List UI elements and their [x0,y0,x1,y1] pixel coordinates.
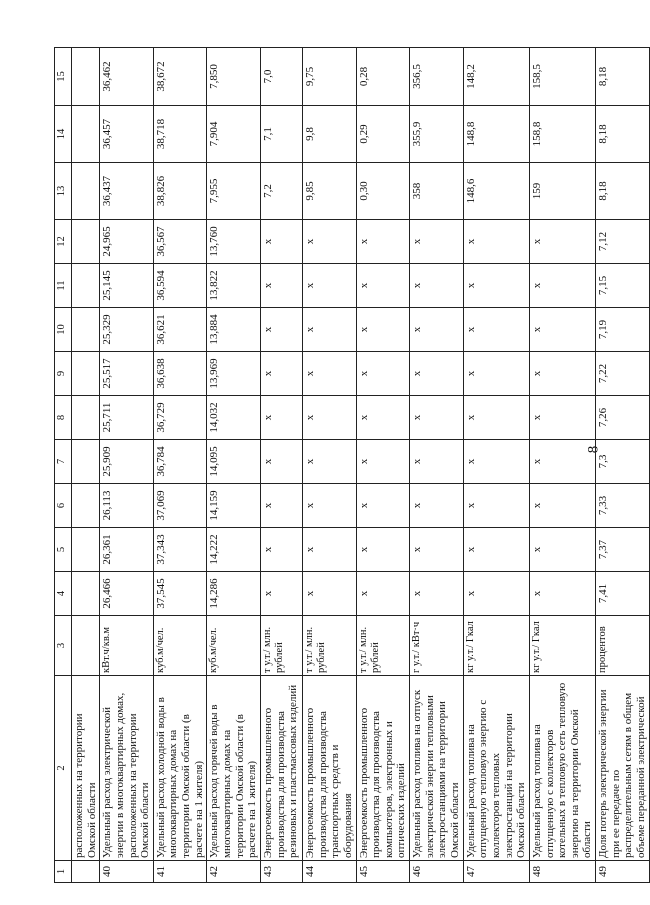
value-cell: 37,343 [153,528,207,572]
column-header: 14 [55,106,72,163]
value-cell: 25,145 [100,264,154,308]
row-number: 48 [529,861,595,883]
row-number: 41 [153,861,207,883]
indicators-table [54,47,650,883]
value-cell: x [529,396,595,440]
value-cell [72,572,100,616]
indicator-name: Удельный расход топлива на отпущенную с коллекторов котельных в тепловую сеть тепловую энергию на территории Омской области [529,676,595,861]
value-cell: x [302,308,356,352]
value-cell [72,484,100,528]
value-cell: 7,37 [596,528,650,572]
value-cell: 26,361 [100,528,154,572]
value-cell: 38,826 [153,163,207,220]
column-header: 7 [55,440,72,484]
value-cell: 148,6 [463,163,529,220]
value-cell: 7,41 [596,572,650,616]
value-cell: x [302,220,356,264]
row-number: 44 [302,861,356,883]
value-cell: x [356,484,410,528]
value-cell: 25,517 [100,352,154,396]
value-cell: x [410,396,464,440]
unit-cell [72,616,100,676]
value-cell: 0,30 [356,163,410,220]
value-cell: 7,12 [596,220,650,264]
unit-cell: кг у.т./ Гкал [529,616,595,676]
indicator-name: Удельный расход горячей воды в многоквартирных домах на территории Омской области (в расчете на 1 жителя) [207,676,261,861]
value-cell: x [463,440,529,484]
value-cell: x [463,264,529,308]
value-cell: 36,437 [100,163,154,220]
unit-cell: т у.т./ млн. рублей [260,616,302,676]
value-cell [72,308,100,352]
indicator-name: Удельный расход топлива на отпущенную тепловую энергию с коллекторов тепловых электростанций на территории Омской области [463,676,529,861]
unit-cell: т у.т./ млн. рублей [302,616,356,676]
indicator-name: Удельный расход холодной воды в многоквартирных домах на территории Омской области (в расчете на 1 жителя) [153,676,207,861]
value-cell [72,106,100,163]
value-cell: x [260,484,302,528]
value-cell: 7,26 [596,396,650,440]
value-cell: x [302,572,356,616]
value-cell: 148,8 [463,106,529,163]
value-cell [72,163,100,220]
value-cell: 36,457 [100,106,154,163]
row-number: 45 [356,861,410,883]
value-cell: 38,718 [153,106,207,163]
value-cell: 38,672 [153,48,207,106]
value-cell: 7,1 [260,106,302,163]
row-number [72,861,100,883]
indicator-name: Энергоемкость промышленного производства для производства компьютеров, электронных и оптических изделий [356,676,410,861]
value-cell: 14,222 [207,528,261,572]
value-cell [72,220,100,264]
value-cell: 13,884 [207,308,261,352]
value-cell: x [302,484,356,528]
row-number: 47 [463,861,529,883]
value-cell: 36,621 [153,308,207,352]
value-cell: x [529,572,595,616]
value-cell: x [410,264,464,308]
value-cell: x [302,440,356,484]
column-header: 10 [55,308,72,352]
value-cell: 0,28 [356,48,410,106]
value-cell: 26,466 [100,572,154,616]
indicator-name: расположенных на территории Омской области [72,676,100,861]
unit-cell: процентов [596,616,650,676]
value-cell: 13,822 [207,264,261,308]
value-cell: 24,965 [100,220,154,264]
table-row [356,48,410,883]
value-cell: x [410,528,464,572]
value-cell: x [260,264,302,308]
value-cell: x [260,396,302,440]
value-cell: x [260,572,302,616]
unit-cell: кВт.ч/кв.м [100,616,154,676]
column-header: 2 [55,676,72,861]
unit-cell: куб.м/чел. [153,616,207,676]
value-cell [72,528,100,572]
value-cell: x [529,352,595,396]
value-cell: x [410,572,464,616]
value-cell: x [260,440,302,484]
unit-cell: кг у.т./ Гкал [463,616,529,676]
value-cell: x [529,484,595,528]
value-cell: 8,18 [596,106,650,163]
row-number: 42 [207,861,261,883]
value-cell: x [260,220,302,264]
rotated-table-frame [54,48,647,883]
row-number: 49 [596,861,650,883]
value-cell: 14,095 [207,440,261,484]
value-cell: x [302,352,356,396]
value-cell: 36,462 [100,48,154,106]
value-cell: x [356,308,410,352]
table-row [207,48,261,883]
header-row [55,48,72,883]
unit-cell: г у.т./ кВт·ч [410,616,464,676]
table-body [72,48,650,883]
value-cell: 7,850 [207,48,261,106]
value-cell: x [260,352,302,396]
value-cell: 7,3 [596,440,650,484]
indicator-name: Доля потерь электрической энергии при ее передаче по распределительным сетям в общем объеме переданной электрической [596,676,650,861]
column-header: 11 [55,264,72,308]
value-cell: 36,729 [153,396,207,440]
indicator-name: Энергоемкость промышленного производства для производства резиновых и пластмассовых изделий [260,676,302,861]
table-row [596,48,650,883]
value-cell: x [463,572,529,616]
value-cell: x [529,440,595,484]
value-cell: 36,594 [153,264,207,308]
column-header: 3 [55,616,72,676]
value-cell [72,264,100,308]
value-cell: x [410,220,464,264]
value-cell: 13,760 [207,220,261,264]
column-header: 6 [55,484,72,528]
row-number: 43 [260,861,302,883]
column-header: 1 [55,861,72,883]
value-cell [72,48,100,106]
value-cell: x [463,396,529,440]
value-cell: 37,069 [153,484,207,528]
table-row [302,48,356,883]
value-cell [72,396,100,440]
value-cell: 9,8 [302,106,356,163]
value-cell: x [463,528,529,572]
value-cell: 25,711 [100,396,154,440]
value-cell: 0,29 [356,106,410,163]
column-header: 12 [55,220,72,264]
value-cell: 7,15 [596,264,650,308]
value-cell: x [302,396,356,440]
value-cell: 7,22 [596,352,650,396]
value-cell: 159 [529,163,595,220]
value-cell: x [410,484,464,528]
value-cell [72,352,100,396]
value-cell: x [463,352,529,396]
value-cell: 14,286 [207,572,261,616]
value-cell: 25,909 [100,440,154,484]
column-header: 15 [55,48,72,106]
value-cell: 9,75 [302,48,356,106]
value-cell: x [356,572,410,616]
indicator-name: Удельный расход топлива на отпуск электрической энергии тепловыми электростанциями на территории Омской области [410,676,464,861]
value-cell: x [463,308,529,352]
value-cell: x [410,440,464,484]
value-cell: x [356,528,410,572]
value-cell: 13,969 [207,352,261,396]
column-header: 4 [55,572,72,616]
table-row [410,48,464,883]
table-row [260,48,302,883]
value-cell: x [529,264,595,308]
value-cell [72,440,100,484]
value-cell: 25,329 [100,308,154,352]
value-cell: x [410,352,464,396]
value-cell: 36,638 [153,352,207,396]
value-cell: 158,8 [529,106,595,163]
value-cell: 7,904 [207,106,261,163]
value-cell: x [356,264,410,308]
column-header: 9 [55,352,72,396]
value-cell: 8,18 [596,163,650,220]
table-row [100,48,154,883]
unit-cell: т у.т./ млн. рублей [356,616,410,676]
value-cell: 356,5 [410,48,464,106]
value-cell: x [260,528,302,572]
value-cell: 158,5 [529,48,595,106]
value-cell: x [356,396,410,440]
value-cell: x [302,528,356,572]
value-cell: 36,567 [153,220,207,264]
value-cell: 7,0 [260,48,302,106]
value-cell: x [356,440,410,484]
value-cell: x [302,264,356,308]
value-cell: 7,2 [260,163,302,220]
value-cell: 355,9 [410,106,464,163]
value-cell: 148,2 [463,48,529,106]
value-cell: x [529,220,595,264]
table-row [463,48,529,883]
value-cell: x [529,528,595,572]
value-cell: x [529,308,595,352]
value-cell: x [410,308,464,352]
column-header: 13 [55,163,72,220]
value-cell: 14,159 [207,484,261,528]
value-cell: 7,19 [596,308,650,352]
row-number: 40 [100,861,154,883]
value-cell: 9,85 [302,163,356,220]
value-cell: 358 [410,163,464,220]
value-cell: 8,18 [596,48,650,106]
value-cell: 37,545 [153,572,207,616]
value-cell: x [356,220,410,264]
value-cell: 14,032 [207,396,261,440]
table-row [529,48,595,883]
indicator-name: Удельный расход электрической энергии в многоквартирных домах, расположенных на территории Омской области [100,676,154,861]
unit-cell: куб.м/чел. [207,616,261,676]
row-number: 46 [410,861,464,883]
indicator-name: Энергоемкость промышленного производства для производства транспортных средств и оборудования [302,676,356,861]
value-cell: 26,113 [100,484,154,528]
page-number: 8 [585,445,602,454]
value-cell: x [260,308,302,352]
value-cell: x [356,352,410,396]
value-cell: x [463,220,529,264]
value-cell: 7,33 [596,484,650,528]
table-row [72,48,100,883]
value-cell: 7,955 [207,163,261,220]
table-container [54,48,647,883]
value-cell: x [463,484,529,528]
column-header: 8 [55,396,72,440]
table-row [153,48,207,883]
value-cell: 36,784 [153,440,207,484]
column-header: 5 [55,528,72,572]
